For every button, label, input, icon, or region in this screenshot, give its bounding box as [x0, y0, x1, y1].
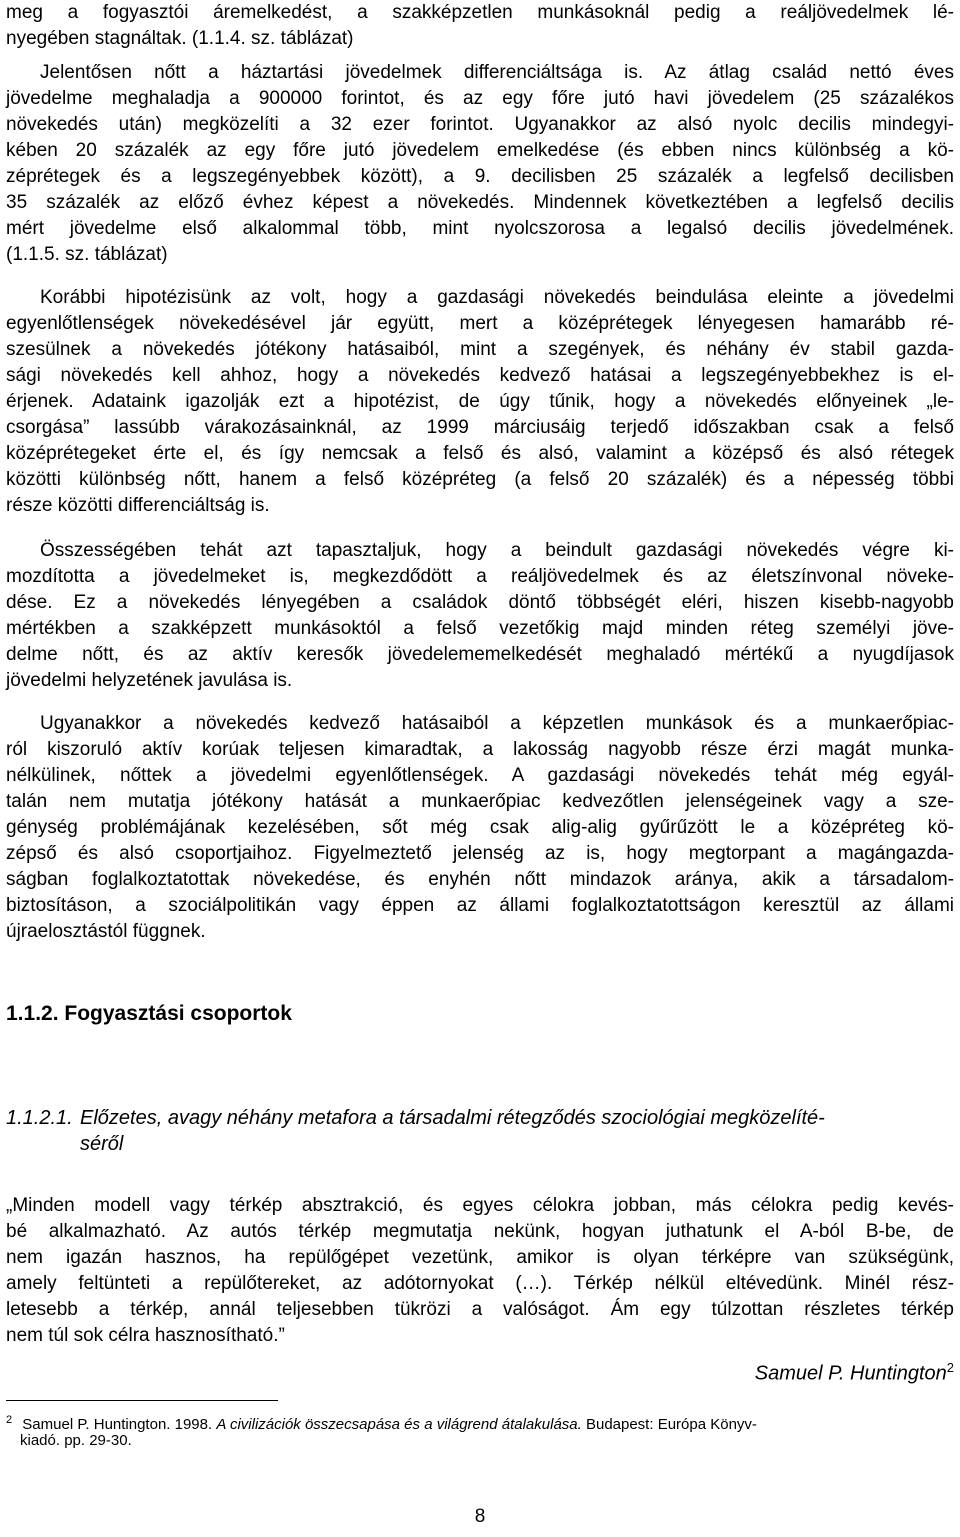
paragraph-line: nélkülinek, nőttek a jövedelmi egyenlőtlenségek. A gazdasági növekedés tehát még egyál-	[6, 765, 954, 786]
paragraph-line: Ugyanakkor a növekedés kedvező hatásaiból a képzetlen munkások és a munkaerőpiac-	[40, 713, 954, 734]
paragraph-line: Korábbi hipotézisünk az volt, hogy a gazdasági növekedés beindulása eleinte a jövedelmi	[40, 287, 954, 308]
paragraph-line: ságban foglalkoztatottak növekedése, és enyhén nőtt mindazok aránya, akik a társadalom-	[6, 869, 954, 890]
paragraph-line: 35 százalék az előző évhez képest a növekedés. Mindennek következtében a legfelső decilis	[6, 192, 954, 213]
paragraph-line: nyegében stagnáltak. (1.1.4. sz. táblázat)	[6, 28, 354, 49]
paragraph-line: zépső és alsó csoportjaihoz. Figyelmeztető jelenség az is, hogy megtorpant a magángazda-	[6, 843, 954, 864]
subsection-title-line: séről	[80, 1133, 124, 1155]
paragraph-line: génység problémájának kezelésében, sőt még csak alig-alig gyűrűzött le a középréteg kö-	[6, 817, 954, 838]
quote-line: bé alkalmazható. Az autós térkép megmutatja nekünk, hogyan juthatunk el A-ból B-be, de	[6, 1221, 954, 1242]
footnote-title: A civilizációk összecsapása és a világrend átalakulása.	[216, 1416, 582, 1433]
paragraph-line: dése. Ez a növekedés lényegében a családok döntő többségét eléri, hiszen kisebb-nagyobb	[6, 592, 954, 613]
paragraph-line: Jelentősen nőtt a háztartási jövedelmek differenciáltsága is. Az átlag család nettó éves	[40, 62, 954, 83]
quote-line: nem igazán hasznos, ha repülőgépet vezetünk, amikor is olyan térképre van szükségünk,	[6, 1247, 954, 1268]
paragraph-line: mért jövedelme első alkalommal több, mint nyolcszorosa a legalsó decilis jövedelmének.	[6, 218, 954, 239]
quote-line: „Minden modell vagy térkép absztrakció, és egyes célokra jobban, más célokra pedig kevés-	[6, 1195, 954, 1216]
footnote-separator	[6, 1400, 278, 1401]
paragraph-line: sági növekedés kell ahhoz, hogy a növekedés kedvező hatásai a legszegényebbekhez is el-	[6, 365, 954, 386]
quote-attribution	[755, 1355, 954, 1387]
paragraph-line: mértékben a szakképzett munkásoktól a felső vezetőkig majd minden réteg személyi jöve-	[6, 618, 954, 639]
paragraph-line: meg a fogyasztói áremelkedést, a szakképzetlen munkásoknál pedig a reáljövedelmek lé-	[6, 2, 954, 23]
paragraph-line: zéprétegek és a legszegényebbek között), a 9. decilisben 25 százalék a legfelső decilisben	[6, 166, 954, 187]
subsection-title-line: Előzetes, avagy néhány metafora a társadalmi rétegződés szociológiai megközelíté-	[80, 1107, 825, 1129]
paragraph-line: közötti különbség nőtt, hanem a felső középréteg (a felső 20 százalék) és a népesség többi	[6, 469, 954, 490]
quote-line: amely feltünteti a repülőtereket, az adótornyokat (…). Térkép nélkül eltévedünk. Minél rész-	[6, 1273, 954, 1294]
paragraph-line: része közötti differenciáltság is.	[6, 495, 270, 516]
footnote-reference[interactable]: 2	[946, 1360, 954, 1375]
subsection-number: 1.1.2.1.	[6, 1107, 73, 1129]
quote-line: letesebb a térkép, annál teljesebben tükrözi a valóságot. Ám egy túlzottan részletes térkép	[6, 1299, 954, 1320]
attribution-name: Samuel P. Huntington	[754, 1362, 947, 1385]
paragraph-line: kében 20 százalék az egy főre jutó jövedelem emelkedése (és ebben nincs különbség a kö-	[6, 140, 954, 161]
paragraph-line: jövedelmi helyzetének javulása is.	[6, 670, 293, 691]
paragraph-line: ról kiszoruló aktív korúak teljesen kimaradtak, a lakosság nagyobb része érzi magát munka-	[6, 739, 954, 760]
paragraph-line: egyenlőtlenségek növekedésével jár együtt, mert a középrétegek lényegesen hamarább ré-	[6, 313, 954, 334]
paragraph-line: biztosításon, a szociálpolitikán vagy éppen az állami foglalkoztatottságon keresztül az állami	[6, 895, 954, 916]
quote-line: nem túl sok célra hasznosítható.”	[6, 1325, 285, 1346]
footnote-mark: 2	[6, 1414, 13, 1426]
paragraph-line: érjenek. Adataink igazolják ezt a hipotézist, de úgy tűnik, hogy a növekedés előnyeinek „le-	[6, 391, 954, 412]
paragraph-line: újraelosztástól függnek.	[6, 921, 206, 942]
footnote-line: kiadó. pp. 29-30.	[20, 1432, 132, 1449]
section-heading: 1.1.2. Fogyasztási csoportok	[6, 1002, 292, 1025]
paragraph-line: növekedés után) megközelíti a 32 ezer forintot. Ugyanakkor az alsó nyolc decilis mindegyi-	[6, 114, 954, 135]
footnote-author-year: Samuel P. Huntington. 1998.	[22, 1416, 213, 1433]
paragraph-line: középrétegeket érte el, és így nemcsak a felső és alsó, valamint a középső és alsó rétegek	[6, 443, 954, 464]
paragraph-line: delme nőtt, és az aktív keresők jövedelememelkedését meghaladó mértékű a nyugdíjasok	[6, 644, 954, 665]
paragraph-line: Összességében tehát azt tapasztaljuk, hogy a beindult gazdasági növekedés végre ki-	[40, 540, 954, 561]
paragraph-line: csorgása” lassúbb várakozásainknál, az 1999 márciusáig terjedő időszakban csak a felső	[6, 417, 954, 438]
footnote-publisher: Budapest: Európa Könyv-	[585, 1416, 757, 1433]
paragraph-line: jövedelme meghaladja a 900000 forintot, és az egy főre jutó havi jövedelem (25 százalékos	[6, 88, 954, 109]
paragraph-line: mozdította a jövedelmeket is, megkezdődött a reáljövedelmek és az életszínvonal növeke-	[6, 566, 954, 587]
paragraph-line: szesülnek a növekedés jótékony hatásaiból, mint a szegények, és néhány év stabil gazda-	[6, 339, 954, 360]
paragraph-line: talán nem mutatja jótékony hatását a munkaerőpiac kedvezőtlen jelenségeinek vagy a sze-	[6, 791, 954, 812]
page-number: 8	[474, 1506, 486, 1527]
paragraph-line: (1.1.5. sz. táblázat)	[6, 244, 168, 265]
